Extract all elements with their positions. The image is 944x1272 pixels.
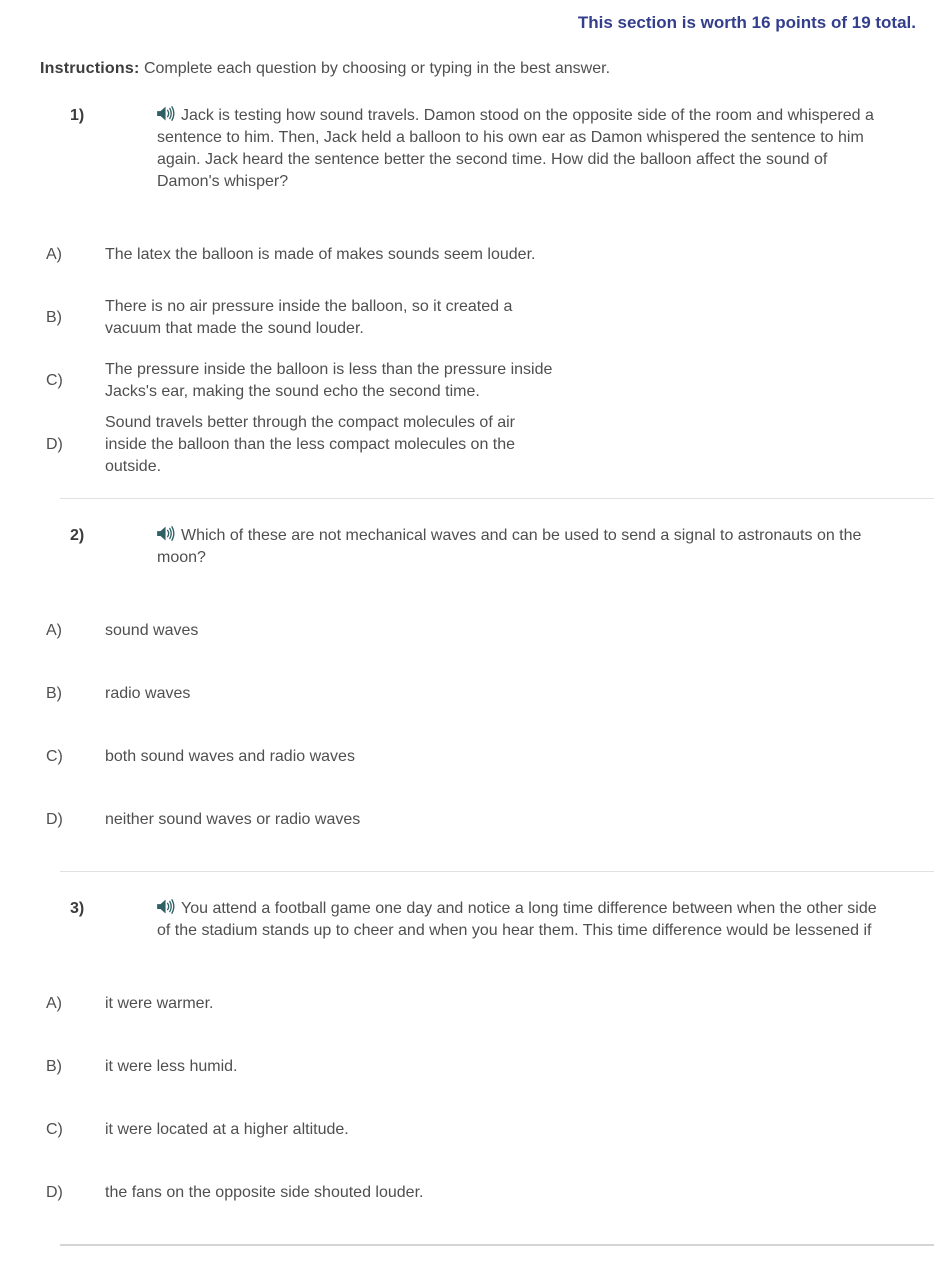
- question-list: [40, 105, 934, 1246]
- option-text: The pressure inside the balloon is less than the pressure inside Jacks's ear, making the sound echo the second time.: [105, 360, 553, 400]
- answer-option[interactable]: [46, 1035, 934, 1098]
- question-row: [40, 525, 934, 569]
- option-letter: B): [46, 308, 62, 326]
- option-letter: A): [46, 621, 62, 639]
- answer-option[interactable]: [46, 972, 934, 1035]
- answer-option[interactable]: [46, 788, 934, 851]
- option-letter: D): [46, 1183, 63, 1201]
- option-text: There is no air pressure inside the balloon, so it created a vacuum that made the sound louder.: [105, 297, 513, 337]
- instructions: [40, 58, 934, 79]
- question-body: [157, 525, 880, 569]
- instructions-label: Instructions:: [40, 60, 140, 77]
- option-letter: D): [46, 810, 63, 828]
- question-body: [157, 898, 880, 942]
- answer-option[interactable]: [46, 412, 934, 478]
- answer-option[interactable]: [46, 1098, 934, 1161]
- option-letter: C): [46, 747, 63, 765]
- answer-option[interactable]: [46, 1161, 934, 1224]
- question-block: [40, 525, 934, 872]
- section-points-note: This section is worth 16 points of 19 total.: [577, 13, 916, 32]
- question-row: [40, 105, 934, 193]
- option-letter: A): [46, 994, 62, 1012]
- question-body: [157, 105, 880, 193]
- question-divider: [60, 871, 934, 872]
- instructions-text: Complete each question by choosing or typing in the best answer.: [139, 60, 611, 77]
- option-letter: C): [46, 371, 63, 389]
- option-text: radio waves: [105, 684, 191, 702]
- option-letter: A): [46, 245, 62, 263]
- option-text: The latex the balloon is made of makes sounds seem louder.: [105, 245, 536, 263]
- answer-option[interactable]: [46, 349, 934, 412]
- option-text: neither sound waves or radio waves: [105, 810, 361, 828]
- option-letter: B): [46, 684, 62, 702]
- answer-option[interactable]: [46, 223, 934, 286]
- question-number: 2): [70, 527, 85, 544]
- speaker-audio-icon[interactable]: [157, 526, 176, 541]
- question-text: Which of these are not mechanical waves and can be used to send a signal to astronauts on the moon?: [157, 527, 862, 566]
- option-letter: C): [46, 1120, 63, 1138]
- options-list: [46, 599, 934, 851]
- question-divider: [60, 1244, 934, 1246]
- question-row: [40, 898, 934, 942]
- option-text: it were located at a higher altitude.: [105, 1120, 349, 1138]
- question-number: 3): [70, 900, 85, 917]
- question-block: [40, 105, 934, 499]
- option-text: both sound waves and radio waves: [105, 747, 355, 765]
- option-text: sound waves: [105, 621, 199, 639]
- option-text: it were less humid.: [105, 1057, 238, 1075]
- option-letter: D): [46, 436, 63, 453]
- answer-option[interactable]: [46, 599, 934, 662]
- option-text: the fans on the opposite side shouted louder.: [105, 1183, 424, 1201]
- option-text: Sound travels better through the compact molecules of air inside the balloon than the less compact molecules on the outside.: [105, 414, 516, 475]
- speaker-audio-icon[interactable]: [157, 106, 176, 121]
- question-number: 1): [70, 107, 85, 124]
- answer-option[interactable]: [46, 662, 934, 725]
- answer-option[interactable]: [46, 286, 934, 349]
- question-divider: [60, 498, 934, 499]
- speaker-audio-icon[interactable]: [157, 899, 176, 914]
- options-list: [46, 223, 934, 478]
- question-block: [40, 898, 934, 1246]
- options-list: [46, 972, 934, 1224]
- option-letter: B): [46, 1057, 62, 1075]
- question-text: Jack is testing how sound travels. Damon stood on the opposite side of the room and whispered a sentence to him. Then, Jack held a balloon to his own ear as Damon whispered the sentence to him again. Jack heard the sentence better the second time. How did the balloon affect the sound of Damon's whisper?: [157, 107, 874, 190]
- answer-option[interactable]: [46, 725, 934, 788]
- option-text: it were warmer.: [105, 994, 214, 1012]
- question-text: You attend a football game one day and notice a long time difference between when the other side of the stadium stands up to cheer and when you hear them. This time difference would be lessened if: [157, 900, 877, 939]
